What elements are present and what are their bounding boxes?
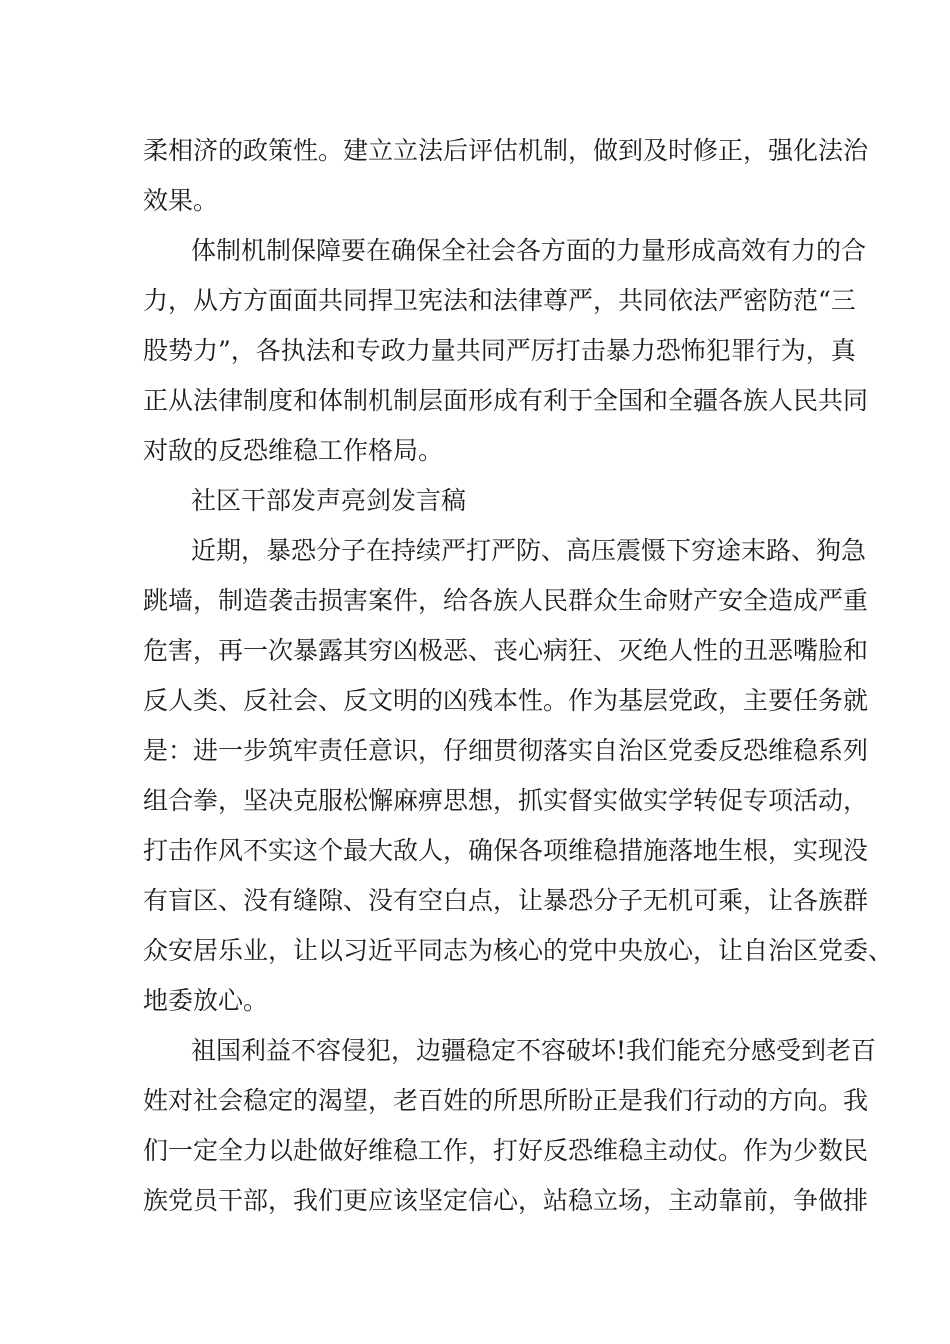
- paragraph-2: [143, 226, 869, 476]
- text-line: 近期，暴恐分子在持续严打严防、高压震慑下穷途末路、狗急: [191, 536, 867, 565]
- text-line: 姓对社会稳定的渴望，老百姓的所思所盼正是我们行动的方向。我: [143, 1086, 869, 1115]
- text-line: 跳墙，制造袭击损害案件，给各族人民群众生命财产安全造成严重: [143, 586, 869, 615]
- text-line: 祖国利益不容侵犯，边疆稳定不容破坏!我们能充分感受到老百: [191, 1036, 877, 1065]
- text-line: 们一定全力以赴做好维稳工作，打好反恐维稳主动仗。作为少数民: [143, 1136, 869, 1165]
- text-line: 是：进一步筑牢责任意识，仔细贯彻落实自治区党委反恐维稳系列: [143, 736, 869, 765]
- text-line: 柔相济的政策性。建立立法后评估机制，做到及时修正，强化法治: [143, 136, 869, 165]
- text-line: 体制机制保障要在确保全社会各方面的力量形成高效有力的合: [191, 236, 867, 265]
- text-line: 效果。: [143, 186, 219, 215]
- text-line: 正从法律制度和体制机制层面形成有利于全国和全疆各族人民共同: [143, 386, 869, 415]
- paragraph-3: [143, 526, 894, 1026]
- text-line: 对敌的反恐维稳工作格局。: [143, 436, 444, 465]
- document-body: [143, 126, 894, 1226]
- paragraph-4: [143, 1026, 877, 1226]
- text-line: 有盲区、没有缝隙、没有空白点，让暴恐分子无机可乘，让各族群: [143, 886, 869, 915]
- text-line: 众安居乐业，让以习近平同志为核心的党中央放心，让自治区党委、: [143, 936, 894, 965]
- paragraph-1: [143, 126, 869, 226]
- text-line: 力，从方方面面共同捍卫宪法和法律尊严，共同依法严密防范“三: [143, 286, 856, 315]
- text-line: 反人类、反社会、反文明的凶残本性。作为基层党政，主要任务就: [143, 686, 869, 715]
- text-line: 危害，再一次暴露其穷凶极恶、丧心病狂、灭绝人性的丑恶嘴脸和: [143, 636, 869, 665]
- text-line: 股势力”，各执法和专政力量共同严厉打击暴力恐怖犯罪行为，真: [143, 336, 856, 365]
- section-heading: [143, 476, 823, 526]
- text-line: 地委放心。: [143, 986, 269, 1015]
- text-line: 组合拳，坚决克服松懈麻痹思想，抓实督实做实学转促专项活动，: [143, 786, 869, 815]
- heading-text: 社区干部发声亮剑发言稿: [191, 486, 467, 515]
- text-line: 族党员干部，我们更应该坚定信心，站稳立场，主动靠前，争做排: [143, 1186, 869, 1215]
- text-line: 打击作风不实这个最大敌人，确保各项维稳措施落地生根，实现没: [143, 836, 869, 865]
